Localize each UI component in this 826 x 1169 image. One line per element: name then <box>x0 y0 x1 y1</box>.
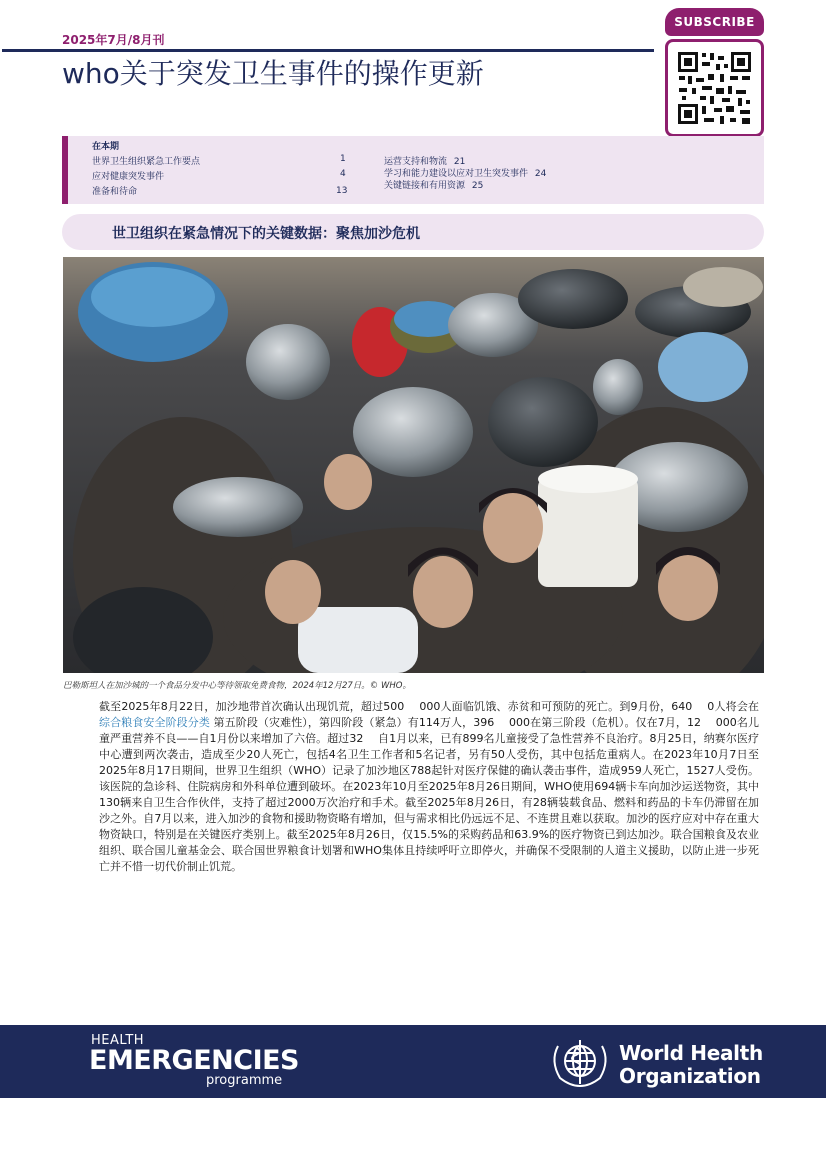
toc-label: 学习和能力建设以应对卫生突发事件 <box>384 169 529 179</box>
toc-page: 13 <box>336 186 348 196</box>
page-title: who关于突发卫生事件的操作更新 <box>62 57 484 90</box>
qr-code[interactable] <box>665 39 764 137</box>
body-text: 第五阶段（灾难性），第四阶段（紧急）有114万人，396 000在第三阶段（危机）。仅在7月，12 000名儿童严重营养不良——自1月份以来增加了六倍。超过32 自1月以来，已有899名儿童接受了急性营养不良治疗。8月25日，纳赛尔医疗中心遭到两次袭击，造成至少20人死亡，包括4名卫生工作者和5名记者，另有50人受伤，其中包括危重病人。在2023年10月7日至2025年8月17日期间，世界卫生组织（WHO）记录了加沙地区788起针对医疗保健的确认袭击事件，造成959人死亡，1527人受伤。该医院的急诊科、住院病房和外科单位遭到破坏。在2023年10月至2025年8月26日期间，WHO使用694辆卡车向加沙运送物资，其中130辆来自卫生合作伙伴，支持了超过2000万次治疗和手术。截至2025年8月26日，有28辆装载食品、燃料和药品的卡车仍滞留在加沙之外。自7月以来，进入加沙的食物和援助物资略有增加，但与需求相比仍远远不足、不连贯且难以获取。加沙的医疗应对中存在重大物资缺口，特别是在关键医疗类别上。截至2025年8月26日，仅15.5%的采购药品和63.9%的医疗物资已到达加沙。联合国粮食及农业组织、联合国儿童基金会、联合国世界粮食计划署和WHO集体且持续呼吁立即停火，并确保不受限制的人道主义援助，以防止进一步死亡并不惜一切代价制止饥荒。 <box>99 716 759 873</box>
subscribe-button[interactable]: SUBSCRIBE <box>665 8 764 36</box>
photo-caption: 巴勒斯坦人在加沙城的一个食品分发中心等待领取免费食物，2024年12月27日。© WHO。 <box>63 681 411 691</box>
he-logo-emergencies: EMERGENCIES <box>89 1045 299 1076</box>
he-logo-programme: programme <box>206 1073 283 1088</box>
toc-page: 24 <box>534 169 547 179</box>
who-name-line1: World Health <box>619 1041 763 1065</box>
body-paragraph <box>99 699 759 875</box>
toc-label: 运营支持和物流 <box>384 157 448 167</box>
section-banner <box>62 214 764 250</box>
crowd-photo-illustration <box>63 257 764 673</box>
toc-item-highlights[interactable]: 世界卫生组织紧急工作要点 <box>92 157 201 167</box>
toc-item-links[interactable] <box>384 178 483 191</box>
issue-date: 2025年7月/8月刊 <box>62 33 165 47</box>
who-name-line2: Organization <box>619 1064 761 1088</box>
gaza-food-distribution-photo <box>63 257 764 673</box>
toc-page: 1 <box>340 154 346 164</box>
contents-panel <box>62 136 764 204</box>
section-title: 世卫组织在紧急情况下的关键数据：聚焦加沙危机 <box>112 226 420 242</box>
qr-code-icon <box>676 50 753 126</box>
toc-page: 21 <box>453 157 466 167</box>
ipc-link[interactable]: 综合粮食安全阶段分类 <box>99 716 210 729</box>
toc-item-preparedness[interactable]: 准备和待命 <box>92 187 138 197</box>
footer-banner <box>0 1025 826 1098</box>
toc-page: 25 <box>471 181 484 191</box>
who-emblem-icon <box>548 1036 612 1088</box>
he-logo-health: HEALTH <box>91 1033 145 1048</box>
header-rule <box>2 49 654 52</box>
body-text: 截至2025年8月22日，加沙地带首次确认出现饥荒，超过500 000人面临饥饿、赤贫和可预防的死亡。到9月份，640 0人将会在 <box>99 700 759 713</box>
toc-label: 关键链接和有用资源 <box>384 181 466 191</box>
toc-item-response[interactable]: 应对健康突发事件 <box>92 172 165 182</box>
toc-page: 4 <box>340 169 346 179</box>
contents-heading: 在本期 <box>92 142 120 152</box>
